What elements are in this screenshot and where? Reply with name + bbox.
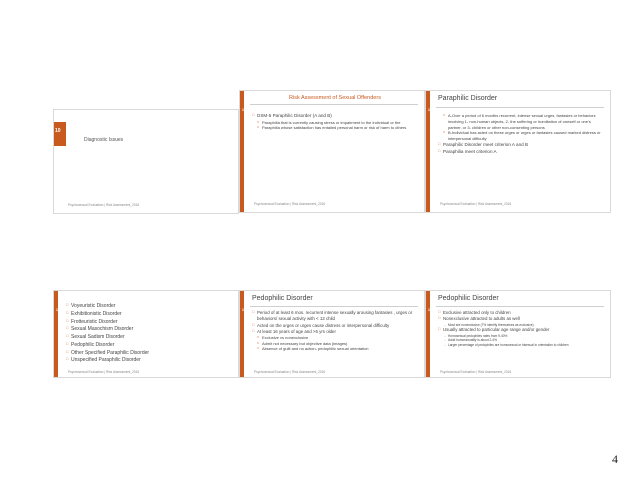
- bullet-item: □ Paraphilia that is currently causing stress or impairment to the individual or the: [252, 120, 418, 126]
- slide-12: [425, 90, 611, 213]
- slide-number: 12: [428, 108, 432, 112]
- page-number: 4: [612, 452, 618, 466]
- bullet-item: □ DSM-5 Paraphilic Disorder (A and B): [252, 113, 418, 120]
- slide-15: [425, 290, 611, 378]
- slide-footer: Psychosexual Evaluation | Risk Assessment_2016: [254, 202, 326, 206]
- bullet-item: – Most are nonexclusive (7% identify themselves as exclusive): [438, 323, 604, 328]
- bullet-item: □ Nonexclusive attracted to adults as well: [438, 316, 604, 322]
- bullet-item: – Larger percentage of pedophiles are homosexual or bisexual in orientation to children: [438, 343, 604, 348]
- title-rule: [436, 107, 604, 108]
- bullet-item: – Homosexual pedophiles rates from 9-40%: [438, 334, 604, 339]
- bullet-item: □ Paraphilia whose satisfaction has entailed personal harm or risk of harm to others: [252, 125, 418, 131]
- bullet-item: □ Unspecified Paraphilic Disorder: [66, 357, 232, 365]
- bullet-item: □ Voyeuristic Disorder: [66, 303, 232, 311]
- bullet-item: □ At least 16 years of age and >5 yrs older: [252, 329, 418, 335]
- bullet-item: □ Frotteuristic Disorder: [66, 319, 232, 327]
- slide-11: [239, 90, 425, 213]
- slide-title: Pedophilic Disorder: [252, 295, 313, 302]
- slide-footer: Psychosexual Evaluation | Risk Assessment_2016: [68, 203, 140, 207]
- slide-number: 15: [428, 308, 432, 312]
- bullet-item: □ Exhibitionistic Disorder: [66, 311, 232, 319]
- slide-footer: Psychosexual Evaluation | Risk Assessment_2016: [440, 370, 512, 374]
- bullet-item: □ Usually attracted to particular age range and/or gender: [438, 327, 604, 333]
- bullet-item: □ Sexual Sadism Disorder: [66, 334, 232, 342]
- bullet-list: [438, 113, 604, 155]
- bullet-item: □ Admit not necessary but objective data (images): [252, 341, 418, 347]
- slide-rail: [54, 291, 58, 377]
- bullet-item: □ Paraphilia meet criterion A: [438, 149, 604, 156]
- slide-footer: Psychosexual Evaluation | Risk Assessment_2016: [254, 370, 326, 374]
- bullet-item: – Adult homosexuality is about 2-4%: [438, 338, 604, 343]
- title-rule: [250, 306, 418, 307]
- slide-title: Risk Assessment of Sexual Offenders: [289, 95, 381, 101]
- slide-number: 13: [56, 308, 60, 312]
- slide-footer: Psychosexual Evaluation | Risk Assessment_2016: [68, 370, 140, 374]
- bullet-item: □ Absence of guilt and no action- pedophilic sexual orientation: [252, 346, 418, 352]
- bullet-list: [66, 303, 232, 365]
- slide-10: [53, 109, 239, 214]
- bullet-item: □ Exclusive attracted only to children: [438, 310, 604, 316]
- slide-number-band: [54, 122, 66, 146]
- slide-title: Paraphilic Disorder: [438, 95, 498, 102]
- bullet-list: [252, 310, 418, 352]
- bullet-item: □ Exclusive vs nonexclusive: [252, 335, 418, 341]
- bullet-item: □ Acted on the urges or urges cause distress or interpersonal difficulty: [252, 323, 418, 329]
- slide-number: 11: [242, 108, 246, 112]
- slide-number: 14: [242, 308, 246, 312]
- bullet-item: □ A-Over a period of 6 months recurrent, intense sexual urges, fantasies or behaviors involving 1- non-human objects, 2- the suffering or humiliation of oneself or one's partner, or 3- children or other non-consenting persons: [438, 113, 604, 130]
- slide-rail: [426, 291, 430, 377]
- bullet-item: □ B-Individual has acted on these urges or urges or fantasies caused marked distress or interpersonal difficulty: [438, 130, 604, 142]
- bullet-item: □ Other Specified Paraphilic Disorder: [66, 350, 232, 358]
- bullet-item: □ Paraphilic Disorder meet criterion A and B: [438, 142, 604, 149]
- slide-footer: Psychosexual Evaluation | Risk Assessment_2016: [440, 202, 512, 206]
- title-rule: [436, 306, 604, 307]
- bullet-list: [438, 310, 604, 348]
- slide-14: [239, 290, 425, 378]
- bullet-item: □ Period of at least 6 mos. recurrent intense sexually arousing fantasies , urges or behaviors/ sexual activity with < 13 child: [252, 310, 418, 323]
- title-rule: [250, 104, 418, 105]
- bullet-list: [252, 113, 418, 131]
- slide-title: Diagnostic Issues: [84, 137, 124, 143]
- slide-title: Pedophilic Disorder: [438, 295, 499, 302]
- bullet-item: □ Sexual Masochism Disorder: [66, 326, 232, 334]
- slide-number: 10: [55, 128, 61, 134]
- slide-13: [53, 290, 239, 378]
- slide-rail: [240, 291, 244, 377]
- bullet-item: □ Pedophilic Disorder: [66, 342, 232, 350]
